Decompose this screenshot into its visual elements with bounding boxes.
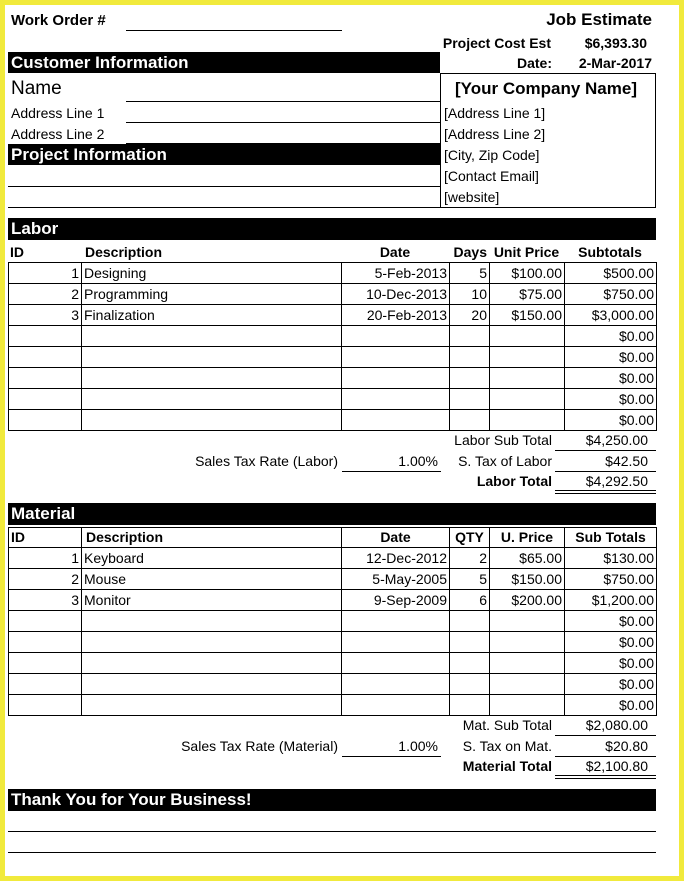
- labor-tax-rate-label: Sales Tax Rate (Labor): [195, 453, 338, 469]
- labor-row-description: Programming: [82, 284, 342, 305]
- material-row: [9, 653, 657, 674]
- labor-row-description: [82, 410, 342, 431]
- labor-tax-value: $42.50: [605, 453, 648, 469]
- material-row-date: [342, 653, 450, 674]
- material-col-qty: QTY: [450, 528, 490, 548]
- labor-row: [9, 389, 657, 410]
- material-tax-value: $20.80: [605, 738, 648, 754]
- material-row-description: [82, 611, 342, 632]
- date-label: Date:: [516, 55, 552, 71]
- material-row-price: [490, 653, 565, 674]
- project-section-bar: Project Information: [8, 144, 440, 165]
- labor-row-id: [9, 410, 82, 431]
- labor-row-date: [342, 389, 450, 410]
- material-row-subtotal: $1,200.00: [565, 590, 657, 611]
- labor-total-underline-2: [555, 493, 656, 494]
- material-tax-label: S. Tax on Mat.: [462, 738, 552, 754]
- material-total-underline-1: [555, 775, 656, 776]
- material-row-id: [9, 632, 82, 653]
- labor-total-label: Labor Total: [476, 473, 552, 489]
- work-order-label: Work Order #: [11, 12, 106, 29]
- labor-row: [9, 347, 657, 368]
- labor-tax-underline: [555, 471, 656, 472]
- material-row-description: Keyboard: [82, 548, 342, 569]
- labor-row-price: [490, 347, 565, 368]
- labor-row-id: 3: [9, 305, 82, 326]
- material-row-description: [82, 632, 342, 653]
- company-address2: [Address Line 2]: [444, 126, 546, 142]
- material-row-date: 12-Dec-2012: [342, 548, 450, 569]
- material-row-price: $65.00: [490, 548, 565, 569]
- material-row-date: 9-Sep-2009: [342, 590, 450, 611]
- labor-row-description: [82, 326, 342, 347]
- project-cost-label: Project Cost Est: [442, 35, 551, 51]
- material-row-date: 5-May-2005: [342, 569, 450, 590]
- material-header: [8, 527, 657, 548]
- labor-row-subtotal: $0.00: [565, 368, 657, 389]
- material-tax-rate-label: Sales Tax Rate (Material): [181, 738, 338, 754]
- customer-address1-label: Address Line 1: [11, 105, 105, 121]
- labor-row-subtotal: $500.00: [565, 263, 657, 284]
- labor-row-date: [342, 368, 450, 389]
- material-row-price: [490, 695, 565, 716]
- material-row: [9, 695, 657, 716]
- material-row-qty: [450, 695, 490, 716]
- material-subtotal-underline: [555, 735, 656, 736]
- material-row-qty: 5: [450, 569, 490, 590]
- labor-row-date: 10-Dec-2013: [342, 284, 450, 305]
- labor-row-price: $150.00: [490, 305, 565, 326]
- company-address1: [Address Line 1]: [444, 105, 546, 121]
- material-row-price: [490, 611, 565, 632]
- material-row-id: [9, 695, 82, 716]
- labor-row-id: 2: [9, 284, 82, 305]
- material-row-description: [82, 674, 342, 695]
- labor-row-description: [82, 347, 342, 368]
- customer-address1-line: [126, 122, 440, 123]
- labor-col-date: Date: [379, 243, 411, 260]
- labor-row-price: [490, 326, 565, 347]
- material-col-description: Description: [82, 528, 342, 548]
- labor-row-qty: 20: [450, 305, 490, 326]
- labor-col-description: Description: [85, 243, 163, 260]
- material-row-date: [342, 695, 450, 716]
- labor-subtotal-value: $4,250.00: [585, 432, 648, 448]
- material-total-value: $2,100.80: [585, 758, 648, 774]
- labor-col-unit-price: Unit Price: [493, 243, 560, 260]
- material-tax-rate-underline: [342, 756, 441, 757]
- material-row-subtotal: $0.00: [565, 653, 657, 674]
- labor-row-qty: 10: [450, 284, 490, 305]
- material-row-subtotal: $0.00: [565, 611, 657, 632]
- labor-row-id: [9, 368, 82, 389]
- material-row-description: [82, 695, 342, 716]
- material-row-description: Monitor: [82, 590, 342, 611]
- labor-row-qty: 5: [450, 263, 490, 284]
- labor-row-qty: [450, 389, 490, 410]
- material-row-qty: [450, 674, 490, 695]
- labor-row-price: [490, 389, 565, 410]
- labor-tax-label: S. Tax of Labor: [458, 453, 552, 469]
- labor-row-description: Finalization: [82, 305, 342, 326]
- material-col-date: Date: [342, 528, 450, 548]
- material-tax-rate-value: 1.00%: [398, 738, 438, 754]
- labor-tax-rate-value: 1.00%: [398, 453, 438, 469]
- material-row-qty: 6: [450, 590, 490, 611]
- labor-row-description: [82, 368, 342, 389]
- labor-table: [8, 262, 657, 431]
- material-total-underline-2: [555, 778, 656, 779]
- company-email: [Contact Email]: [444, 168, 539, 184]
- page-title: Job Estimate: [546, 10, 652, 29]
- labor-row-price: $100.00: [490, 263, 565, 284]
- material-subtotal-value: $2,080.00: [585, 717, 648, 733]
- labor-header: [8, 242, 656, 262]
- material-row: [9, 548, 657, 569]
- material-row: [9, 611, 657, 632]
- material-row-date: [342, 611, 450, 632]
- material-row-price: [490, 632, 565, 653]
- labor-subtotal-label: Labor Sub Total: [454, 432, 552, 448]
- material-row-subtotal: $750.00: [565, 569, 657, 590]
- labor-row-id: 1: [9, 263, 82, 284]
- material-row-description: Mouse: [82, 569, 342, 590]
- labor-row-price: $75.00: [490, 284, 565, 305]
- material-row: [9, 590, 657, 611]
- material-row-price: $200.00: [490, 590, 565, 611]
- material-row-price: $150.00: [490, 569, 565, 590]
- material-table: [8, 547, 657, 716]
- company-website: [website]: [444, 189, 500, 205]
- material-col-unit-price: U. Price: [490, 528, 565, 548]
- material-row-qty: 2: [450, 548, 490, 569]
- labor-row-id: [9, 326, 82, 347]
- labor-row-qty: [450, 368, 490, 389]
- labor-subtotal-underline: [555, 450, 656, 451]
- material-row-qty: [450, 632, 490, 653]
- material-row-id: 1: [9, 548, 82, 569]
- material-row-price: [490, 674, 565, 695]
- labor-total-underline-1: [555, 490, 656, 491]
- project-cost-value: $6,393.30: [584, 35, 647, 51]
- material-row: [9, 632, 657, 653]
- material-row-id: 2: [9, 569, 82, 590]
- material-subtotal-label: Mat. Sub Total: [462, 717, 552, 733]
- labor-row: [9, 284, 657, 305]
- material-row-subtotal: $0.00: [565, 695, 657, 716]
- labor-row-date: 20-Feb-2013: [342, 305, 450, 326]
- material-row-id: [9, 611, 82, 632]
- labor-row: [9, 410, 657, 431]
- labor-row-qty: [450, 410, 490, 431]
- material-row-date: [342, 674, 450, 695]
- labor-row-qty: [450, 347, 490, 368]
- labor-row-subtotal: $0.00: [565, 410, 657, 431]
- thanks-bar: Thank You for Your Business!: [8, 789, 656, 811]
- customer-name-label: Name: [11, 78, 62, 99]
- labor-row-qty: [450, 326, 490, 347]
- footer-line-1: [8, 831, 656, 832]
- labor-col-days: Days: [453, 243, 487, 260]
- labor-tax-rate-underline: [342, 471, 441, 472]
- labor-row-date: [342, 410, 450, 431]
- work-order-line: [126, 30, 342, 31]
- labor-col-id: ID: [10, 243, 24, 260]
- date-value: 2-Mar-2017: [578, 55, 652, 71]
- labor-row-id: [9, 389, 82, 410]
- company-city-zip: [City, Zip Code]: [444, 147, 540, 163]
- labor-row-subtotal: $0.00: [565, 326, 657, 347]
- labor-row-subtotal: $750.00: [565, 284, 657, 305]
- project-line-2: [8, 207, 440, 208]
- labor-row-date: [342, 347, 450, 368]
- labor-row-date: 5-Feb-2013: [342, 263, 450, 284]
- material-row-id: [9, 653, 82, 674]
- labor-row: [9, 368, 657, 389]
- labor-row-description: [82, 389, 342, 410]
- material-row-qty: [450, 611, 490, 632]
- material-row: [9, 674, 657, 695]
- company-name: [Your Company Name]: [455, 79, 637, 98]
- customer-section-bar: Customer Information: [8, 52, 440, 73]
- labor-col-subtotals: Subtotals: [578, 243, 642, 260]
- labor-row-price: [490, 410, 565, 431]
- labor-row: [9, 326, 657, 347]
- material-row-qty: [450, 653, 490, 674]
- labor-row-subtotal: $0.00: [565, 347, 657, 368]
- material-section-bar: Material: [8, 503, 656, 525]
- footer-line-2: [8, 852, 656, 853]
- material-row-date: [342, 632, 450, 653]
- material-row: [9, 569, 657, 590]
- labor-row-date: [342, 326, 450, 347]
- material-row-id: [9, 674, 82, 695]
- labor-row-subtotal: $3,000.00: [565, 305, 657, 326]
- material-row-subtotal: $130.00: [565, 548, 657, 569]
- labor-row-price: [490, 368, 565, 389]
- customer-address2-label: Address Line 2: [11, 126, 105, 142]
- customer-name-line: [126, 101, 440, 102]
- material-tax-underline: [555, 756, 656, 757]
- material-col-id: ID: [9, 528, 82, 548]
- labor-section-bar: Labor: [8, 218, 656, 240]
- labor-row-description: Designing: [82, 263, 342, 284]
- labor-total-value: $4,292.50: [585, 473, 648, 489]
- material-row-description: [82, 653, 342, 674]
- labor-row-subtotal: $0.00: [565, 389, 657, 410]
- material-col-subtotals: Sub Totals: [565, 528, 657, 548]
- material-row-id: 3: [9, 590, 82, 611]
- material-row-subtotal: $0.00: [565, 632, 657, 653]
- material-total-label: Material Total: [462, 758, 552, 774]
- labor-row-id: [9, 347, 82, 368]
- labor-row: [9, 305, 657, 326]
- labor-row: [9, 263, 657, 284]
- material-row-subtotal: $0.00: [565, 674, 657, 695]
- project-line-1: [8, 186, 440, 187]
